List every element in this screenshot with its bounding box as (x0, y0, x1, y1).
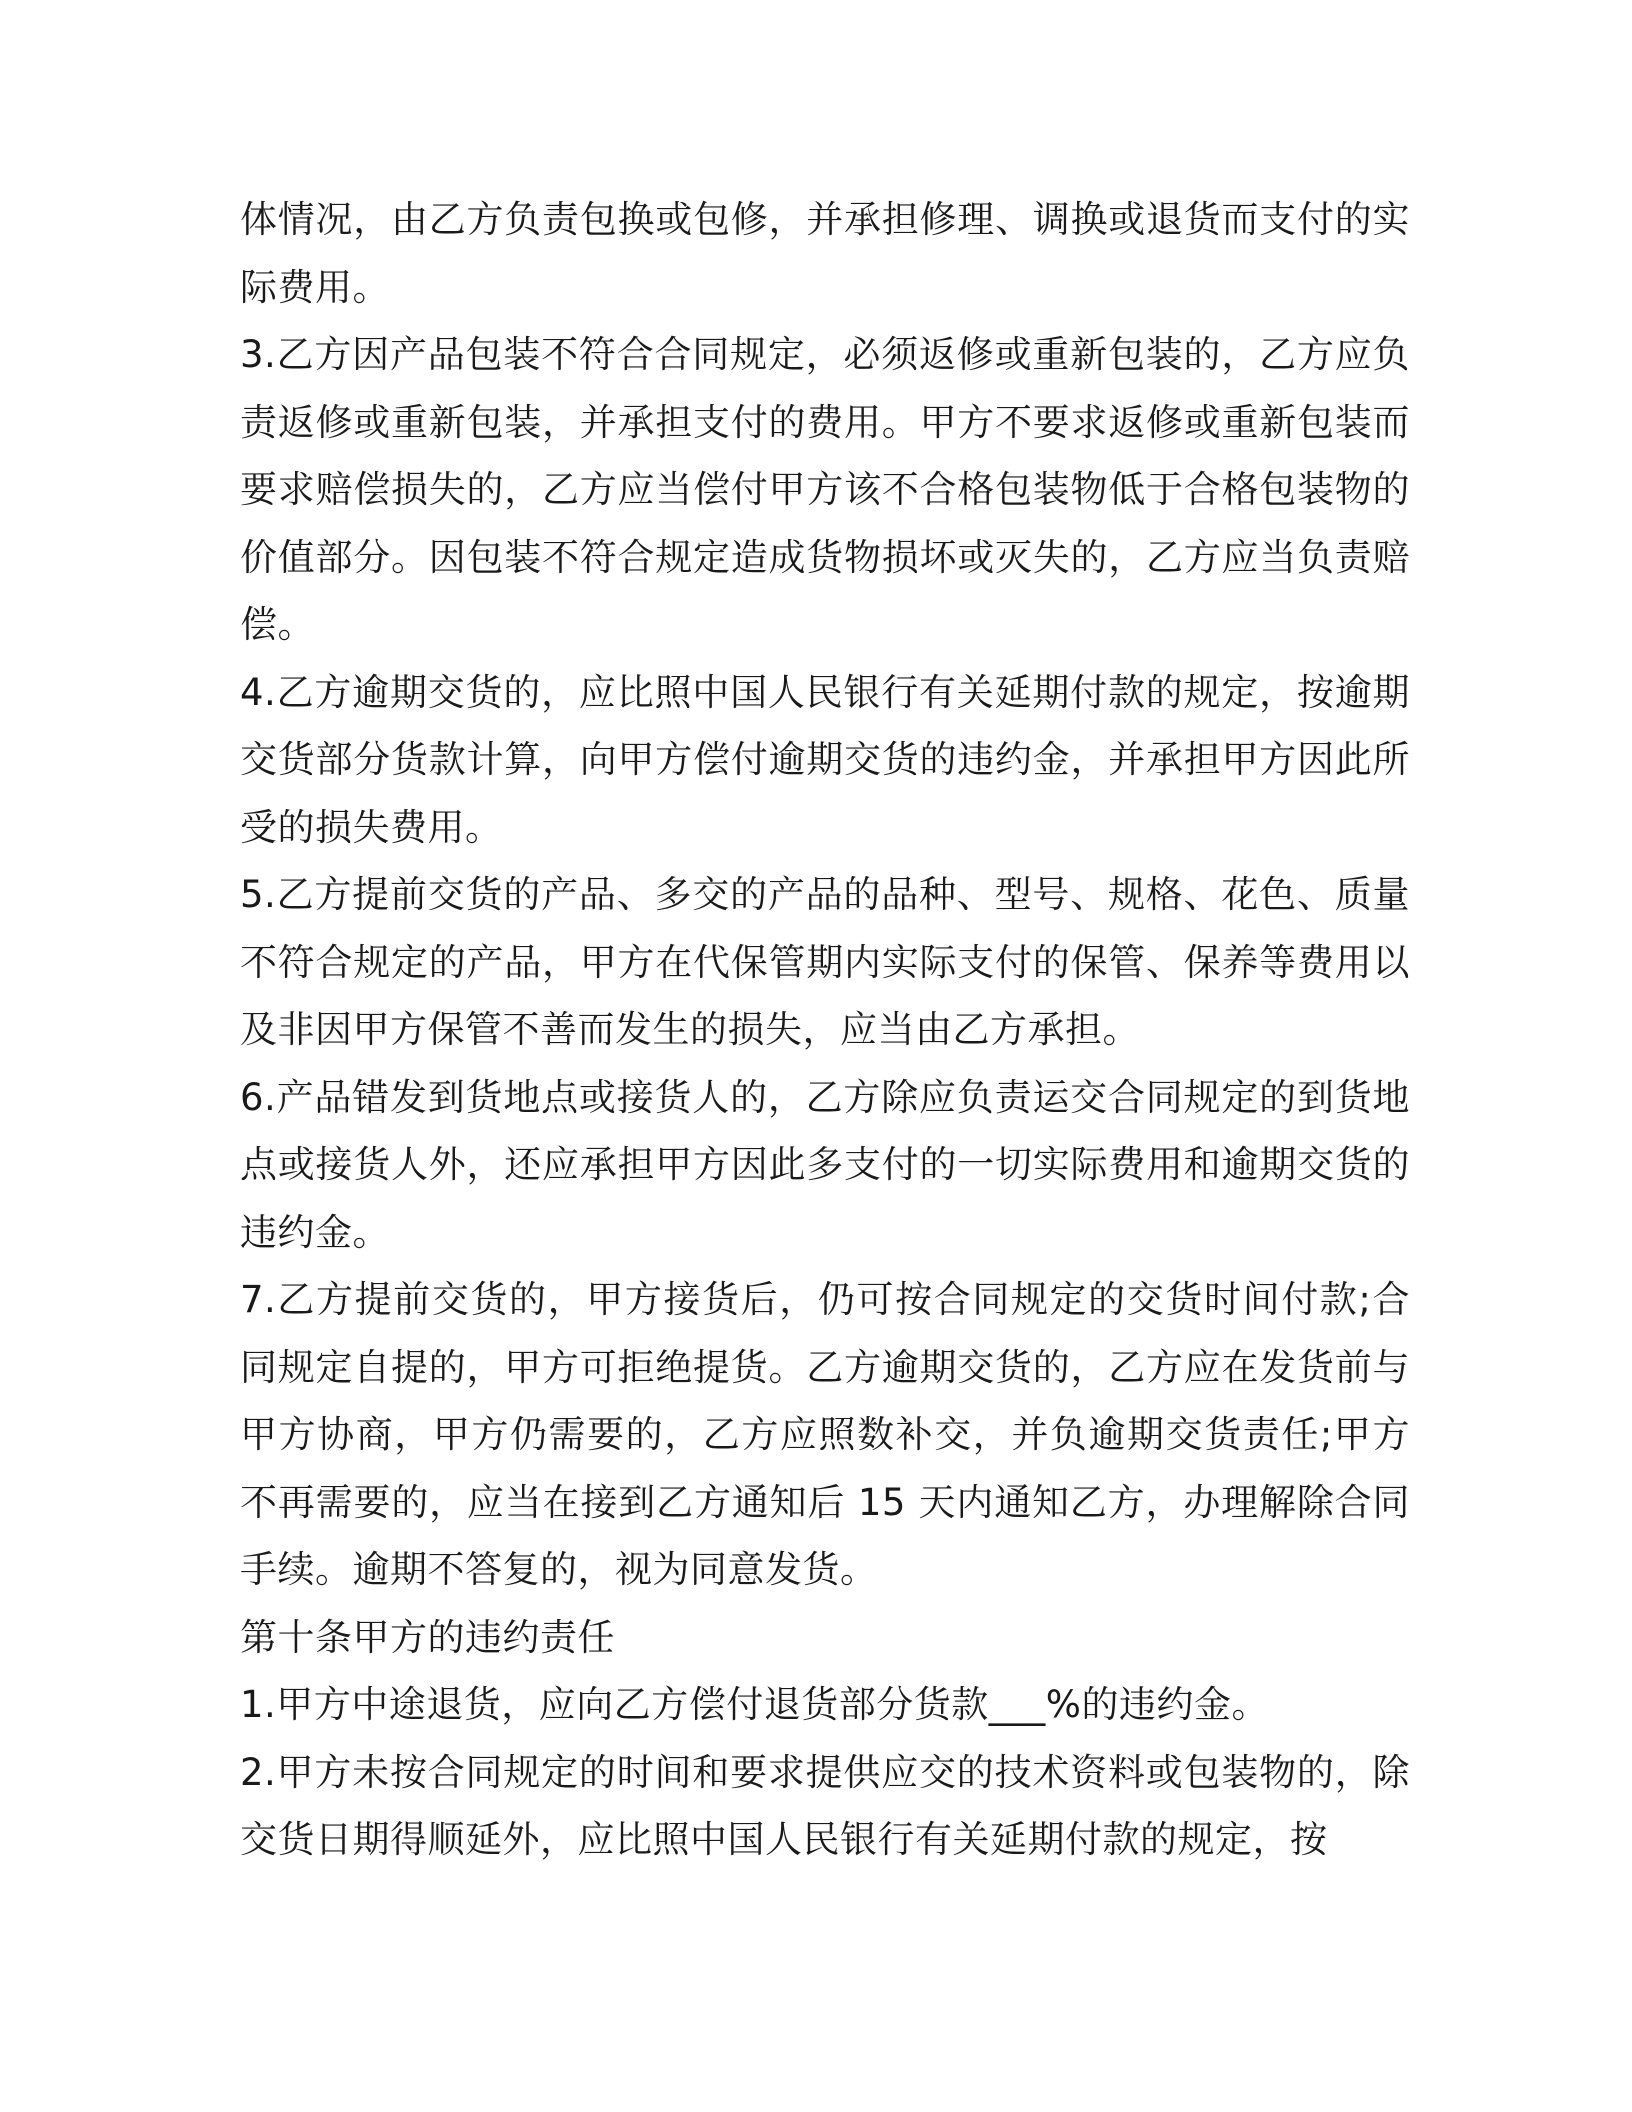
paragraph-clause-5: 5.乙方提前交货的产品、多交的产品的品种、型号、规格、花色、质量不符合规定的产品，甲方在代保管期内实际支付的保管、保养等费用以及非因甲方保管不善而发生的损失，应当由乙方承担。 (240, 873, 1410, 1051)
document-body (240, 186, 1410, 1874)
paragraph-clause-7: 7.乙方提前交货的，甲方接货后，仍可按合同规定的交货时间付款;合同规定自提的，甲方可拒绝提货。乙方逾期交货的，乙方应在发货前与甲方协商，甲方仍需要的，乙方应照数补交，并负逾期交货责任;甲方不再需要的，应当在接到乙方通知后 15 天内通知乙方，办理解除合同手续。逾期不答复的，视为同意发货。 (240, 1278, 1410, 1591)
paragraph-clause-3: 3.乙方因产品包装不符合合同规定，必须返修或重新包装的，乙方应负责返修或重新包装，并承担支付的费用。甲方不要求返修或重新包装而要求赔偿损失的，乙方应当偿付甲方该不合格包装物低于合格包装物的价值部分。因包装不符合规定造成货物损坏或灭失的，乙方应当负责赔偿。 (240, 333, 1410, 646)
paragraph-clause-6: 6.产品错发到货地点或接货人的，乙方除应负责运交合同规定的到货地点或接货人外，还应承担甲方因此多支付的一切实际费用和逾期交货的违约金。 (240, 1075, 1410, 1254)
section-heading-article-10: 第十条甲方的违约责任 (240, 1615, 615, 1659)
paragraph-clause-4: 4.乙方逾期交货的，应比照中国人民银行有关延期付款的规定，按逾期交货部分货款计算，向甲方偿付逾期交货的违约金，并承担甲方因此所受的损失费用。 (240, 670, 1410, 849)
paragraph-party-a-clause-2: 2.甲方未按合同规定的时间和要求提供应交的技术资料或包装物的，除交货日期得顺延外，应比照中国人民银行有关延期付款的规定，按 (240, 1750, 1410, 1861)
paragraph-continuation: 体情况，由乙方负责包换或包修，并承担修理、调换或退货而支付的实际费用。 (240, 198, 1410, 309)
paragraph-party-a-clause-1: 1.甲方中途退货，应向乙方偿付退货部分货款___%的违约金。 (240, 1683, 1269, 1726)
